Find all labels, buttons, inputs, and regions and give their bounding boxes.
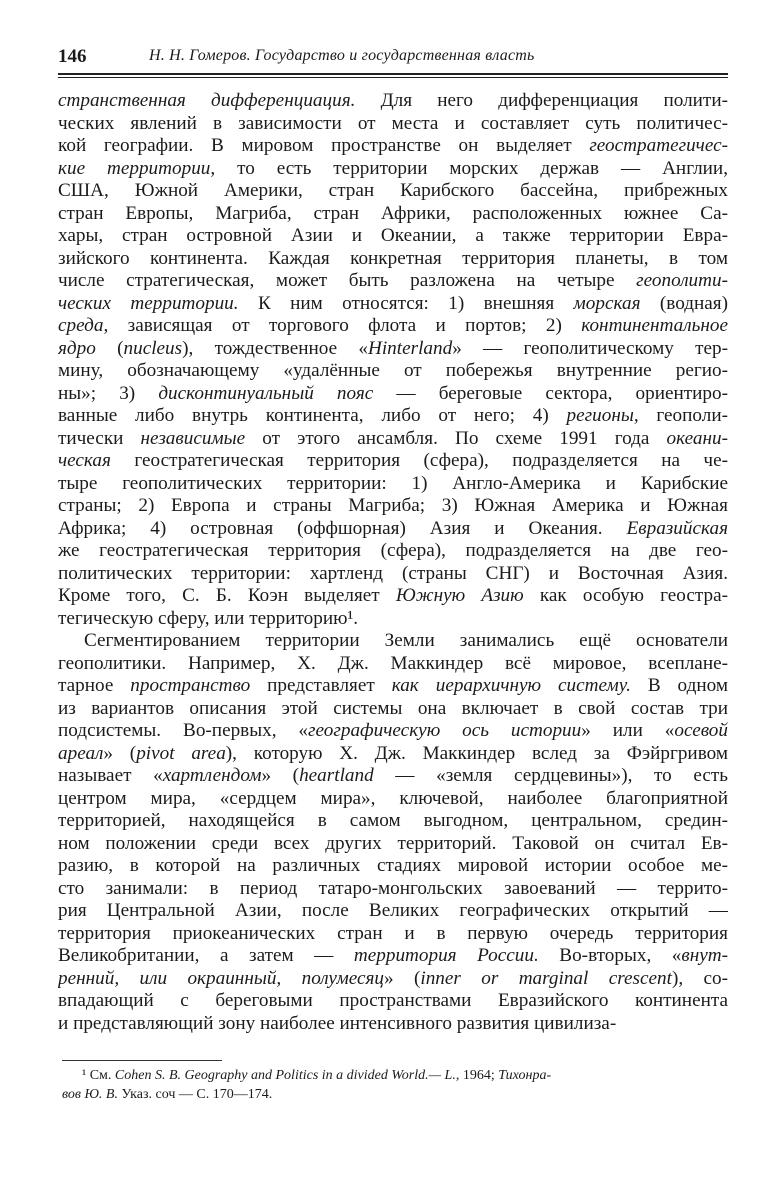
text-line <box>58 495 728 518</box>
running-header <box>58 42 728 70</box>
text-line <box>58 540 728 563</box>
italic-text-segment: континентальное <box>581 315 728 336</box>
text-line <box>58 450 728 473</box>
text-segment: Для него дифференциация полити- <box>355 90 728 111</box>
italic-text-segment: геополити- <box>636 270 728 291</box>
text-segment: геостратегическая территория (сфера), подразделяется на че- <box>110 450 728 471</box>
italic-text-segment: Южную Азию <box>395 585 524 606</box>
italic-text-segment: вов Ю. В. <box>62 1087 118 1102</box>
italic-text-segment: ренний, или окраинный, полумесяц <box>58 967 384 989</box>
text-line <box>58 675 728 698</box>
header-rule <box>58 73 728 75</box>
italic-text-segment: дисконтинуальный пояс <box>158 382 374 404</box>
text-segment: же геостратегическая территория (сфера), подразделяется на две гео- <box>58 540 728 561</box>
text-segment: от этого ансамбля. По схеме 1991 года <box>245 427 667 449</box>
italic-text-segment: Hinterland <box>367 337 453 359</box>
italic-text-segment: Cohen S. B. Geography and Politics in a divided World.— L. <box>114 1068 456 1083</box>
text-segment: числе стратегическая, может быть разложена на четыре <box>58 270 637 291</box>
text-line <box>58 383 728 406</box>
text-segment: Сегментированием территории Земли занимались ещё основатели <box>84 630 728 651</box>
text-segment: рия Центральной Азии, после Великих географических открытий — <box>58 900 728 921</box>
text-line <box>58 405 728 428</box>
text-segment: центром мира, «сердцем мира», ключевой, наиболее благоприятной <box>58 787 728 809</box>
italic-text-segment: среда <box>58 315 104 336</box>
text-line <box>58 923 728 946</box>
text-segment: Во-вторых, « <box>538 945 682 966</box>
footnote-line <box>62 1066 722 1085</box>
text-segment: кой географии. В мировом пространстве он выделяет <box>58 135 590 156</box>
text-segment: Великобритании, а затем — <box>58 945 354 966</box>
italic-text-segment: pivot area <box>136 742 226 764</box>
text-line <box>58 518 728 541</box>
text-segment: стран Европы, Магриба, стран Африки, расположенных южнее Са- <box>58 202 728 224</box>
text-line <box>58 990 728 1013</box>
italic-text-segment: регионы <box>566 405 634 426</box>
text-segment: (водная) <box>640 292 728 314</box>
text-segment: тегическую сферу, или территорию¹. <box>58 607 359 629</box>
text-segment: геополитики. Например, Х. Дж. Маккиндер всё мировое, всеплане- <box>58 652 728 674</box>
text-segment: ческих явлений в зависимости от места и составляет суть политичес- <box>58 112 728 134</box>
text-segment: тыре геополитических территории: 1) Англо-Америка и Карибские <box>58 472 728 494</box>
footnote-line <box>62 1085 722 1104</box>
italic-text-segment: хартлендом <box>162 765 262 786</box>
italic-text-segment: ческих территории. <box>58 292 239 314</box>
text-line <box>58 743 728 766</box>
text-segment: из вариантов описания этой системы она включает в свой состав три <box>58 697 728 719</box>
italic-text-segment: inner or marginal crescent <box>420 967 672 989</box>
italic-text-segment: независимые <box>140 427 246 449</box>
italic-text-segment: внут- <box>681 945 728 966</box>
text-segment: разию, в которой на различных стадиях мировой истории особое ме- <box>58 855 728 876</box>
italic-text-segment: Евразийская <box>626 517 728 539</box>
text-line <box>58 585 728 608</box>
italic-text-segment: океани- <box>666 427 728 449</box>
text-segment: политических территории: хартленд (страны СНГ) и Восточная Азия. <box>58 562 728 584</box>
text-line <box>58 1013 728 1036</box>
text-segment: как особую геостра- <box>523 585 728 606</box>
text-line <box>58 788 728 811</box>
text-line <box>58 900 728 923</box>
text-segment: подсистемы. Во-первых, « <box>58 720 309 741</box>
text-line <box>58 360 728 383</box>
text-segment: США, Южной Америки, стран Карибского бассейна, прибрежных <box>58 180 728 201</box>
italic-text-segment: ядро <box>58 337 96 359</box>
page-number: 146 <box>58 46 87 67</box>
text-segment: К ним относятся: 1) внешняя <box>238 292 574 314</box>
italic-text-segment: странственная дифференциация. <box>58 90 356 111</box>
text-segment: — «земля сердцевины»), то есть <box>373 765 728 786</box>
text-segment: » ( <box>384 967 421 989</box>
text-line <box>58 315 728 338</box>
text-segment: представляет <box>250 675 392 696</box>
footnote-rule <box>62 1060 222 1061</box>
text-segment: называет « <box>58 765 163 786</box>
text-segment: , геополи- <box>633 405 728 426</box>
italic-text-segment: ческая <box>58 450 111 471</box>
italic-text-segment: nucleus <box>123 337 183 359</box>
text-segment: ), тождественное « <box>182 337 368 359</box>
text-line <box>58 90 728 113</box>
italic-text-segment: Тихонра- <box>498 1068 552 1083</box>
italic-text-segment: геостратегичес- <box>589 135 728 156</box>
text-segment: сто занимали: в период татаро-монгольских завоеваний — террито- <box>58 877 728 899</box>
text-segment: Африка; 4) островная (оффшорная) Азия и Океания. <box>58 517 627 539</box>
header-rule-thin <box>58 77 728 78</box>
text-line <box>58 878 728 901</box>
text-line <box>58 270 728 293</box>
text-line <box>58 113 728 136</box>
text-line <box>58 225 728 248</box>
text-line <box>58 945 728 968</box>
italic-text-segment: географическую ось истории <box>308 720 582 741</box>
italic-text-segment: кие территории <box>58 157 211 179</box>
text-line <box>58 563 728 586</box>
text-line <box>58 765 728 788</box>
text-segment: хары, стран островной Азии и Океании, а также территории Евра- <box>58 225 728 246</box>
text-line <box>58 810 728 833</box>
text-segment: мину, обозначающему «удалённые от побережья внутренние регио- <box>58 360 728 381</box>
text-line <box>58 248 728 271</box>
text-line <box>58 968 728 991</box>
footnote <box>62 1066 722 1104</box>
italic-text-segment: морская <box>573 292 641 314</box>
text-segment: , зависящая от торгового флота и портов; 2) <box>103 315 582 336</box>
text-line <box>58 473 728 496</box>
text-segment: Кроме того, С. Б. Коэн выделяет <box>58 585 396 606</box>
text-segment: ванные либо внутрь континента, либо от него; 4) <box>58 405 567 426</box>
text-segment: » — геополитическому тер- <box>452 337 728 359</box>
text-segment: впадающий с береговыми пространствами Евразийского континента <box>58 990 728 1011</box>
running-title: Н. Н. Гомеров. Государство и государственная власть <box>149 47 535 64</box>
text-segment: Указ. соч — С. 170—174. <box>117 1087 273 1102</box>
text-line <box>58 135 728 158</box>
text-segment: ( <box>95 337 124 359</box>
text-segment: ), со- <box>671 967 728 989</box>
text-segment: и представляющий зону наиболее интенсивного развития цивилиза- <box>58 1012 617 1034</box>
text-segment: ном положении среди всех других территорий. Таковой он считал Ев- <box>58 832 728 854</box>
text-line <box>58 720 728 743</box>
text-line <box>58 630 728 653</box>
text-line <box>58 180 728 203</box>
text-segment: территория приокеанических стран и в первую очередь территория <box>58 922 728 944</box>
text-segment: , то есть территории морских держав — Англии, <box>210 157 728 179</box>
italic-text-segment: как иерархичную систему. <box>391 675 631 696</box>
text-segment: » ( <box>261 765 300 786</box>
italic-text-segment: heartland <box>299 765 374 786</box>
text-line <box>58 293 728 316</box>
text-line <box>58 608 728 631</box>
text-segment: тарное <box>58 675 131 696</box>
text-segment: ны»; 3) <box>58 382 159 404</box>
text-segment: страны; 2) Европа и страны Магриба; 3) Южная Америка и Южная <box>58 495 728 516</box>
text-line <box>58 855 728 878</box>
text-segment: ¹ См. <box>82 1068 115 1083</box>
text-segment: , 1964; <box>455 1068 499 1083</box>
text-segment: зийского континента. Каждая конкретная территория планеты, в том <box>58 247 728 269</box>
text-segment: В одном <box>630 675 728 696</box>
text-line <box>58 158 728 181</box>
body-text <box>58 90 728 1035</box>
text-segment: — береговые сектора, ориентиро- <box>373 382 728 404</box>
italic-text-segment: территория России. <box>353 945 539 966</box>
text-segment: территорией, находящейся в самом выгодном, центральном, средин- <box>58 810 728 831</box>
italic-text-segment: ареал <box>58 742 104 764</box>
text-line <box>58 338 728 361</box>
text-segment: » или « <box>581 720 675 741</box>
text-line <box>58 203 728 226</box>
italic-text-segment: осевой <box>674 720 728 741</box>
text-line <box>58 428 728 451</box>
italic-text-segment: пространство <box>130 675 251 696</box>
text-segment: » ( <box>103 742 137 764</box>
text-line <box>58 833 728 856</box>
text-line <box>58 698 728 721</box>
text-line <box>58 653 728 676</box>
text-segment: ), которую Х. Дж. Маккиндер вслед за Фэйргривом <box>225 742 728 764</box>
text-segment: тически <box>58 427 141 449</box>
